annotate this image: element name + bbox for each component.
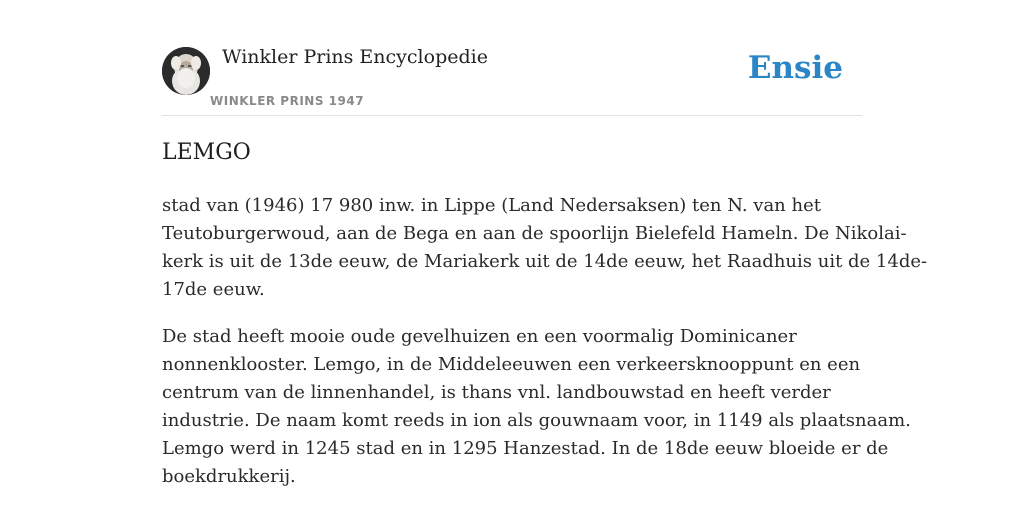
brand-logo[interactable]: Ensie [747,50,843,86]
paragraph [162,323,911,491]
text-line: nonnenklooster. Lemgo, in de Middeleeuwen een verkeersknooppunt en een [162,354,861,375]
page [162,0,928,487]
text-line: industrie. De naam komt reeds in ion als gouwnaam voor, in 1149 als plaatsnaam. [162,410,911,431]
publication-title[interactable]: Winkler Prins Encyclopedie [222,46,488,68]
article-title: LEMGO [162,140,251,165]
bearded-man-portrait-icon [162,47,210,95]
text-line: De stad heeft mooie oude gevelhuizen en een voormalig Dominicaner [162,326,797,347]
text-line: centrum van de linnenhandel, is thans vnl. landbouwstad en heeft verder [162,382,831,403]
text-line: Teutoburgerwoud, aan de Bega en aan de spoorlijn Bielefeld Hameln. De Nikolai- [162,223,907,244]
paragraph [162,192,928,304]
text-line: stad van (1946) 17 980 inw. in Lippe (Land Nedersaksen) ten N. van het [162,195,821,216]
publication-subtitle[interactable]: WINKLER PRINS 1947 [210,94,365,108]
header [162,0,862,116]
text-line: 17de eeuw. [162,279,265,300]
article-body [162,192,928,510]
avatar[interactable] [162,47,210,95]
text-line: kerk is uit de 13de eeuw, de Mariakerk uit de 14de eeuw, het Raadhuis uit de 14de- [162,251,928,272]
text-line: Lemgo werd in 1245 stad en in 1295 Hanzestad. In de 18de eeuw bloeide er de [162,438,889,459]
text-line: boekdrukkerij. [162,466,296,487]
